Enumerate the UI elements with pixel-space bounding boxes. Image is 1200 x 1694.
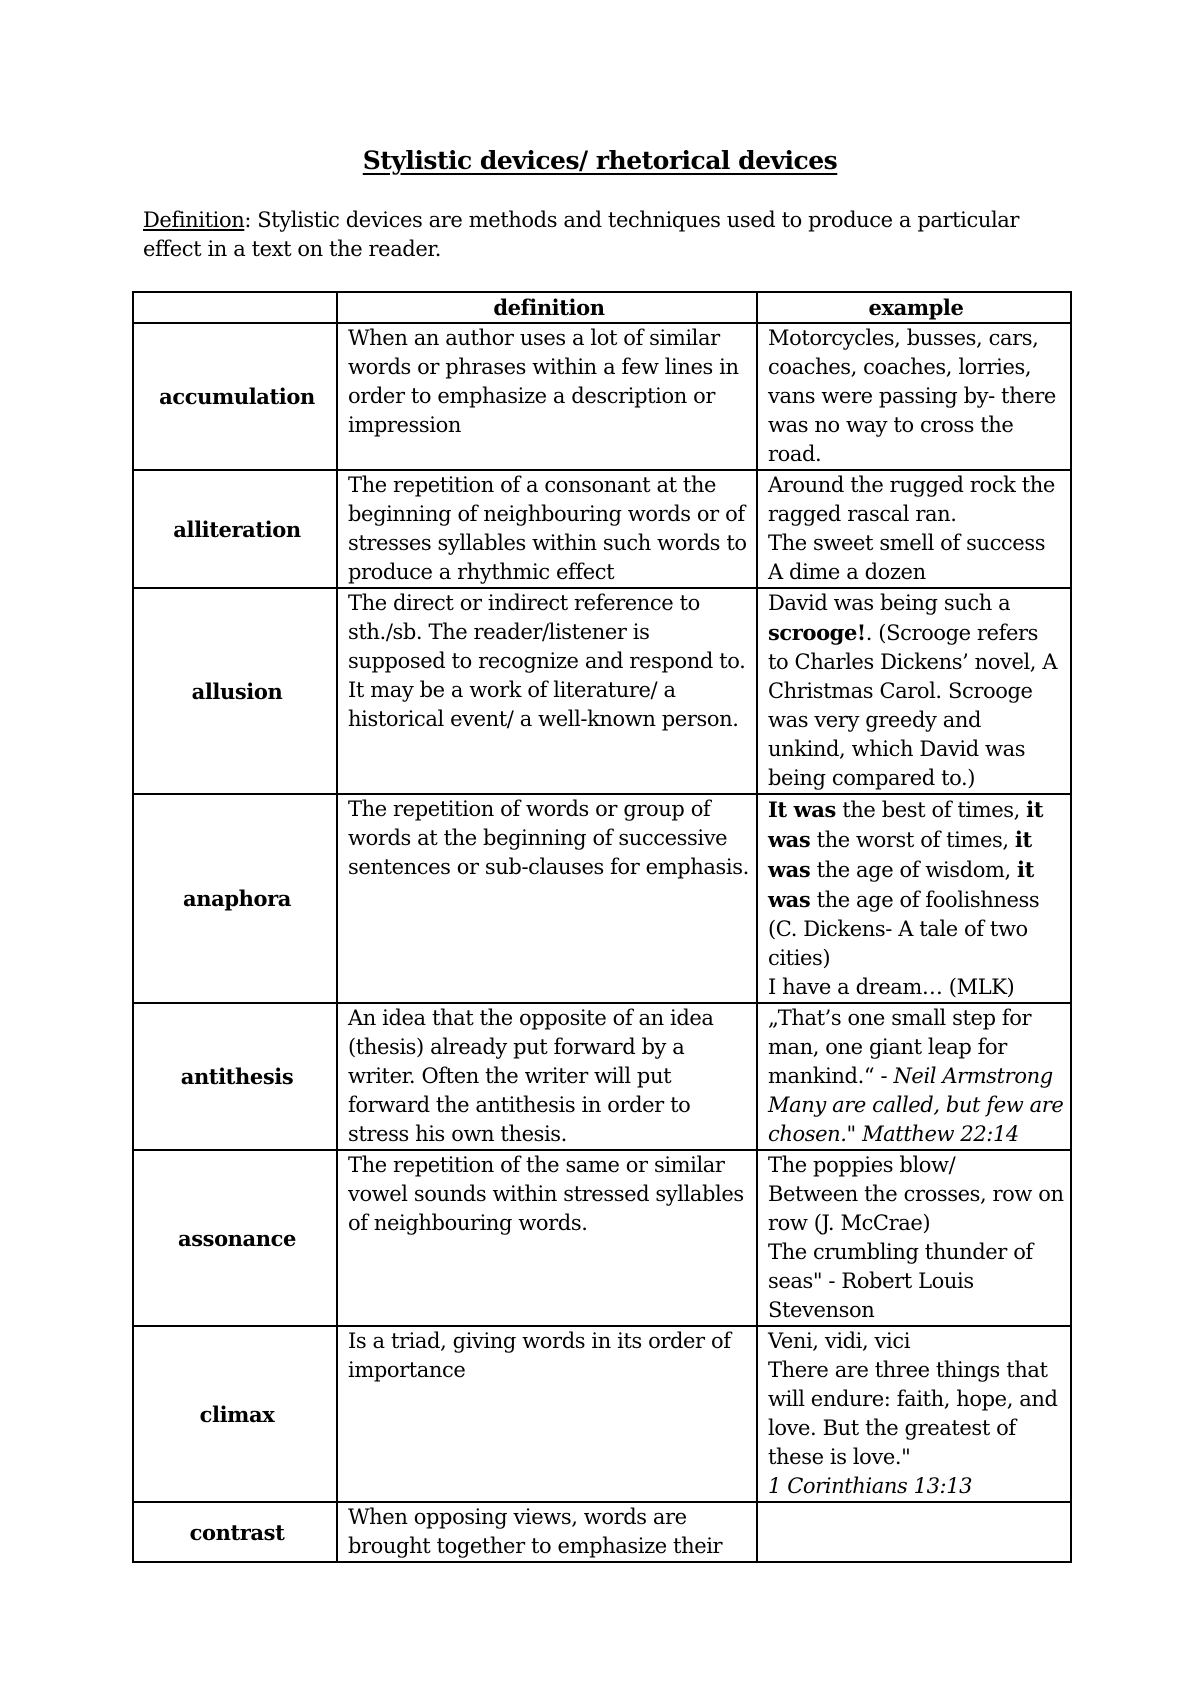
example-text: the worst of times, <box>810 828 1015 852</box>
definition-cell: The repetition of words or group of words at the beginning of successive sentences or sub-clauses for emphasis. <box>337 794 757 1003</box>
table-row <box>133 1150 1071 1326</box>
example-line: The sweet smell of success <box>768 531 1046 555</box>
example-keyword: it was <box>768 857 1034 912</box>
table-row <box>133 588 1071 794</box>
example-text: David was being such a <box>768 591 1011 615</box>
header-term <box>133 292 337 323</box>
example-text: . (Scrooge refers to Charles Dickens’ novel, A Christmas Carol. Scrooge was very greedy and unkind, which David was being compared to.) <box>768 621 1058 790</box>
example-keyword: it was <box>768 827 1032 882</box>
example-cell <box>757 1003 1071 1150</box>
intro-text: : Stylistic devices are methods and techniques used to produce a particular effect in a text on the reader. <box>143 208 1020 261</box>
table-row <box>133 1003 1071 1150</box>
table-row <box>133 794 1071 1003</box>
example-text: the age of wisdom, <box>810 858 1018 882</box>
example-keyword: scrooge! <box>768 620 866 645</box>
example-line: Veni, vidi, vici <box>768 1329 911 1353</box>
page-title: Stylistic devices/ rhetorical devices <box>362 146 838 175</box>
example-line: The crumbling thunder of seas" - Robert Louis Stevenson <box>768 1240 1033 1322</box>
example-text: the age of foolishness <box>810 888 1040 912</box>
header-example: example <box>757 292 1071 323</box>
definition-cell: The repetition of a consonant at the beginning of neighbouring words or of stresses syllables within such words to produce a rhythmic effect <box>337 470 757 588</box>
example-cell <box>757 1326 1071 1502</box>
example-line: The poppies blow/ <box>768 1153 956 1177</box>
table-row <box>133 1502 1071 1562</box>
term-cell: allusion <box>133 588 337 794</box>
example-line: Between the crosses, row on row (J. McCrae) <box>768 1182 1064 1235</box>
devices-table <box>132 291 1072 1563</box>
example-line: Many are called, but few are chosen." Matthew 22:14 <box>768 1093 1064 1146</box>
example-keyword: It was <box>768 797 836 822</box>
definition-cell: The repetition of the same or similar vowel sounds within stressed syllables of neighbouring words. <box>337 1150 757 1326</box>
term-cell: antithesis <box>133 1003 337 1150</box>
definition-cell: When an author uses a lot of similar words or phrases within a few lines in order to emphasize a description or impression <box>337 323 757 470</box>
definition-cell: The direct or indirect reference to sth./sb. The reader/listener is supposed to recognize and respond to. It may be a work of literature/ a historical event/ a well-known person. <box>337 588 757 794</box>
example-cell <box>757 794 1071 1003</box>
example-line: I have a dream… (MLK) <box>768 975 1015 999</box>
term-cell: anaphora <box>133 794 337 1003</box>
example-cell: Motorcycles, busses, cars, coaches, coaches, lorries, vans were passing by- there was no way to cross the road. <box>757 323 1071 470</box>
header-definition: definition <box>337 292 757 323</box>
example-cell <box>757 1502 1071 1562</box>
example-line: Around the rugged rock the ragged rascal ran. <box>768 473 1055 526</box>
definition-cell: An idea that the opposite of an idea (thesis) already put forward by a writer. Often the writer will put forward the antithesis in order to stress his own thesis. <box>337 1003 757 1150</box>
example-text: „That’s one small step for man, one giant leap for mankind.“ - <box>768 1006 1032 1088</box>
intro-paragraph <box>143 206 1063 264</box>
term-cell: alliteration <box>133 470 337 588</box>
example-line <box>768 795 1064 915</box>
table-row <box>133 1326 1071 1502</box>
table-row <box>133 323 1071 470</box>
example-cell <box>757 470 1071 588</box>
example-line: A dime a dozen <box>768 560 926 584</box>
example-author: Neil Armstrong <box>893 1064 1053 1088</box>
example-line: There are three things that will endure: faith, hope, and love. But the greatest of these is love." <box>768 1358 1058 1469</box>
example-text: the best of times, <box>835 798 1027 822</box>
term-cell: climax <box>133 1326 337 1502</box>
intro-label: Definition <box>143 208 245 232</box>
definition-cell: Is a triad, giving words in its order of importance <box>337 1326 757 1502</box>
example-cell <box>757 588 1071 794</box>
definition-cell: When opposing views, words are brought together to emphasize their <box>337 1502 757 1562</box>
example-source: (C. Dickens- A tale of two cities) <box>768 917 1028 970</box>
example-source: 1 Corinthians 13:13 <box>768 1474 973 1498</box>
example-cell <box>757 1150 1071 1326</box>
table-row <box>133 470 1071 588</box>
term-cell: contrast <box>133 1502 337 1562</box>
example-keyword: it was <box>768 797 1044 852</box>
term-cell: assonance <box>133 1150 337 1326</box>
term-cell: accumulation <box>133 323 337 470</box>
table-header-row <box>133 292 1071 323</box>
